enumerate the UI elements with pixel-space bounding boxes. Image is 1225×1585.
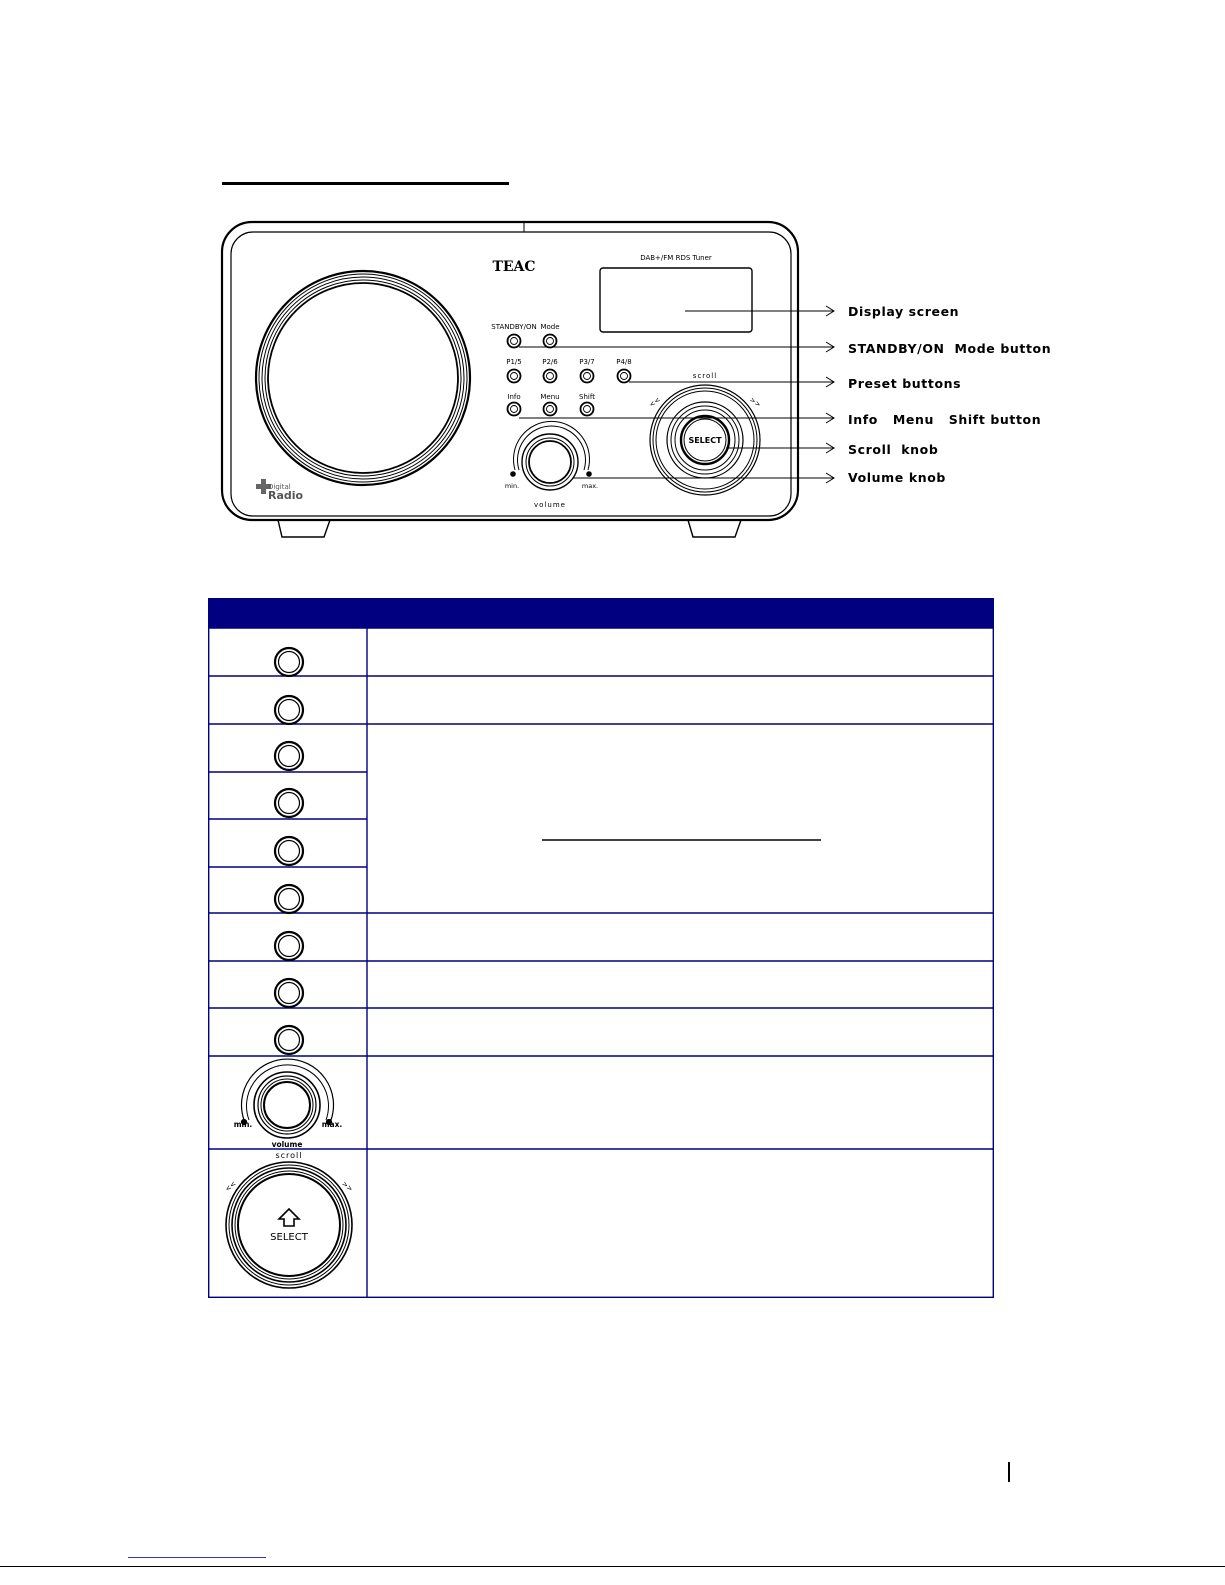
logo-radio: Radio — [268, 489, 304, 502]
digital-radio-logo — [256, 479, 304, 502]
callout-scroll-knob: Scroll knob — [848, 442, 939, 457]
callout-preset-buttons: Preset buttons — [848, 376, 962, 391]
shift-button-icon — [275, 1026, 303, 1054]
volume-max-label: max. — [581, 482, 599, 490]
display-screen — [600, 268, 752, 332]
table-rewind-icon: << — [223, 1179, 238, 1194]
table-volume-min: min. — [233, 1120, 253, 1129]
preset-2-icon — [275, 789, 303, 817]
label-p4: P4/8 — [616, 358, 632, 366]
scroll-label: scroll — [692, 372, 718, 380]
preset-1-icon — [275, 742, 303, 770]
preset-2-button — [544, 370, 557, 383]
callout-volume-knob: Volume knob — [848, 470, 946, 485]
radio-front-diagram — [0, 0, 1225, 590]
callout-info-menu-shift: Info Menu Shift button — [848, 412, 1042, 427]
brand-logo: TEAC — [492, 259, 536, 275]
volume-knob-icon — [241, 1059, 333, 1138]
info-button — [508, 403, 521, 416]
shift-button — [581, 403, 594, 416]
label-p1: P1/5 — [506, 358, 522, 366]
preset-3-icon — [275, 837, 303, 865]
page-number-marker — [1008, 1462, 1010, 1482]
label-p3: P3/7 — [579, 358, 595, 366]
volume-label: volume — [534, 501, 566, 509]
standby-button-icon — [275, 648, 303, 676]
callout-standby-mode: STANDBY/ON Mode button — [848, 341, 1052, 356]
function-table — [208, 598, 994, 1298]
logo-digital: Digital — [268, 483, 291, 491]
table-volume-max: max. — [321, 1120, 343, 1129]
select-label: SELECT — [688, 436, 722, 445]
model-label: DAB+/FM RDS Tuner — [640, 254, 712, 262]
menu-button-icon — [275, 979, 303, 1007]
label-standby-on: STANDBY/ON — [491, 323, 537, 331]
footer-rule — [0, 1566, 1225, 1567]
volume-knob — [511, 421, 592, 490]
mode-button-icon — [275, 696, 303, 724]
mode-button — [544, 335, 557, 348]
table-volume-label: volume — [271, 1140, 303, 1149]
preset-4-button — [618, 370, 631, 383]
table-select-label: SELECT — [270, 1232, 308, 1243]
label-menu: Menu — [540, 393, 560, 401]
label-mode: Mode — [540, 323, 560, 331]
label-info: Info — [507, 393, 521, 401]
standby-on-button — [508, 335, 521, 348]
speaker-grille — [256, 271, 470, 485]
table-scroll-label: scroll — [275, 1151, 303, 1160]
table-forward-icon: >> — [340, 1179, 355, 1194]
footer-link-underline — [128, 1557, 266, 1558]
preset-3-button — [581, 370, 594, 383]
volume-min-label: min. — [504, 482, 520, 490]
label-shift: Shift — [579, 393, 595, 401]
foot-right — [688, 520, 741, 537]
preset-1-button — [508, 370, 521, 383]
table-grid — [208, 598, 994, 1298]
rewind-icon: << — [647, 395, 662, 410]
info-button-icon — [275, 932, 303, 960]
forward-icon: >> — [748, 395, 763, 410]
callout-display-screen: Display screen — [848, 304, 960, 319]
preset-4-icon — [275, 885, 303, 913]
menu-button — [544, 403, 557, 416]
label-p2: P2/6 — [542, 358, 558, 366]
scroll-knob-icon — [223, 1162, 355, 1288]
foot-left — [278, 520, 330, 537]
select-arrow-icon — [279, 1209, 299, 1226]
